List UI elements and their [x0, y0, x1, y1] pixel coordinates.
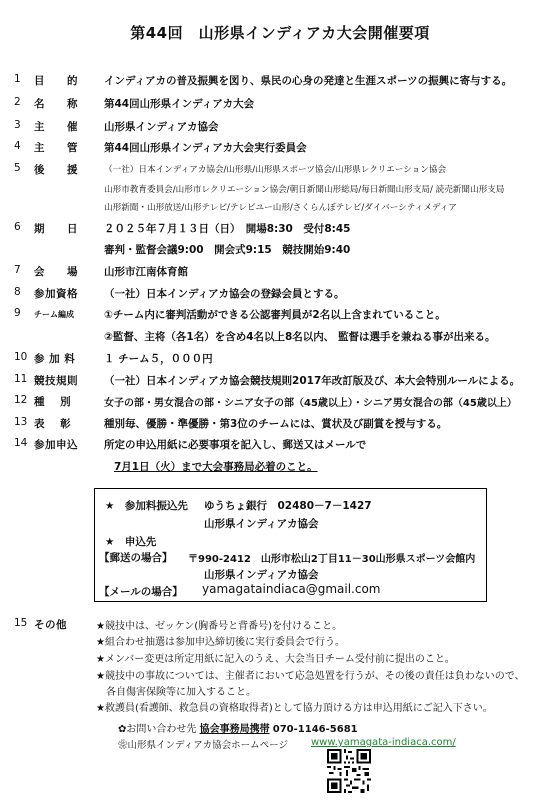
section-text: 山形新聞・山形放送/山形テレビ/テレビユー山形/さくらんぼテレビ/ダイバーシティメディア — [104, 203, 457, 213]
section-label: 表 彰 — [34, 418, 72, 430]
section-text: 所定の申込用紙に必要事項を記入し、郵送又はメールで — [104, 439, 367, 451]
section-number: 3 — [14, 119, 21, 131]
section-label: 目 的 — [34, 75, 78, 87]
section-text: （一社）日本インディアカ協会/山形県/山形県スポーツ協会/山形県レクリエーション協会 — [104, 165, 447, 175]
apply-label: ★ 申込先 — [105, 536, 157, 548]
contact-prefix: ✿お問い合わせ先 — [118, 724, 197, 735]
section-label: 参加資格 — [34, 288, 78, 300]
section-text: 女子の部・男女混合の部・シニア女子の部（45歳以上）・シニア男女混合の部（45歳以上） — [104, 398, 517, 409]
note-item: ★組合わせ抽選は参加申込締切後に実行委員会で行う。 — [96, 637, 345, 648]
section-number: 4 — [14, 140, 21, 152]
post-recipient: 山形県インディアカ協会 — [204, 569, 319, 581]
note-item: ★競技中は、ゼッケン(胸番号と背番号)を付けること。 — [96, 621, 343, 632]
phone-number[interactable]: 070-1146-5681 — [272, 724, 358, 735]
bank-account: ゆうちょ銀行 02480－7－1427 — [204, 500, 372, 512]
section-label: 種 別 — [34, 396, 72, 408]
section-text: ②監督、主将（各1名）を含め4名以上8名以内、 監督は選手を兼ねる事が出来る。 — [104, 331, 496, 343]
section-text: （一社）日本インディアカ協会競技規則2017年改訂版及び、本大会特別ルールによる。 — [104, 375, 521, 387]
section-number: 6 — [14, 221, 21, 233]
qr-code-icon[interactable] — [327, 749, 371, 793]
section-text: 山形市教育委員会/山形市レクリエーション協会/朝日新聞山形総局/毎日新聞山形支局/ 読売新聞山形支局 — [104, 185, 505, 195]
section-text: ①チーム内に審判活動ができる公認審判員が2名以上含まれていること。 — [104, 309, 446, 321]
section-number: 1 — [14, 73, 21, 85]
bank-account-name: 山形県インディアカ協会 — [204, 518, 319, 530]
section-text: １ チーム５，０００円 — [104, 353, 213, 365]
section-label: 名 称 — [34, 98, 78, 110]
section-text: 第44回山形県インディアカ大会実行委員会 — [104, 142, 307, 154]
homepage-link[interactable]: www.yamagata-indiaca.com/ — [311, 737, 456, 748]
section-number: 11 — [14, 373, 28, 385]
homepage-row — [118, 737, 288, 751]
section-number: 2 — [14, 96, 21, 108]
section-number: 15 — [14, 617, 28, 629]
section-text: 山形県インディアカ協会 — [104, 121, 219, 133]
fee-label: ★ 参加料振込先 — [105, 500, 188, 512]
note-item: ★メンバー変更は所定用紙に記入のうえ、大会当日チーム受付前に提出のこと。 — [96, 654, 455, 665]
mail-address[interactable]: yamagataindiaca@gmail.com — [202, 582, 381, 596]
note-item: ★競技中の事故については、主催者において応急処置を行うが、その後の責任は負わないので、 — [96, 671, 525, 682]
section-text: 審判・監督会議9:00 開会式9:15 競技開始9:40 — [104, 244, 351, 256]
section-text: ２０２５年７月１３日（日） 開場8:30 受付8:45 — [104, 223, 351, 235]
section-text: （一社）日本インディアカ協会の登録会員とする。 — [104, 288, 345, 300]
section-number: 8 — [14, 286, 21, 298]
note-item: 各自傷害保険等に加入すること。 — [96, 687, 256, 698]
section-label: 参加申込 — [34, 439, 78, 451]
section-label: 競技規則 — [34, 375, 78, 387]
contact-phone-row — [118, 720, 358, 735]
section-text: 種別毎、優勝・準優勝・第3位のチームには、賞状及び副賞を授与する。 — [104, 418, 448, 430]
section-number: 5 — [14, 162, 21, 174]
section-number: 7 — [14, 264, 21, 276]
section-number: 10 — [14, 351, 28, 363]
section-text: 第44回山形県インディアカ大会 — [104, 98, 255, 110]
section-label: その他 — [34, 619, 67, 631]
section-number: 13 — [14, 416, 28, 428]
section-label: 参 加 料 — [34, 353, 76, 365]
section-label: 後 援 — [34, 164, 78, 176]
section-label: 主 管 — [34, 142, 78, 154]
page-title: 第44回 山形県インディアカ大会開催要項 — [130, 24, 430, 42]
post-address: 〒990-2412 山形市松山2丁目11－30山形県スポーツ会館内 — [188, 554, 476, 565]
section-label: 期 日 — [34, 223, 78, 235]
section-number: 9 — [14, 307, 21, 319]
homepage-label: ❀山形県インディアカ協会ホームページ — [118, 740, 288, 751]
note-item: ★救護員(看護師、救急員の資格取得者)として協力頂ける方は申込用紙にご記入下さい。 — [96, 703, 493, 714]
deadline-text: 7月1日（火）まで大会事務局必着のこと。 — [114, 461, 318, 473]
section-label: 主 催 — [34, 121, 78, 133]
section-label: 会 場 — [34, 266, 78, 278]
section-number: 12 — [14, 394, 28, 406]
payment-info-box — [94, 488, 487, 602]
mail-label: 【メールの場合】 — [99, 586, 183, 598]
section-text: インディアカの普及振興を図り、県民の心身の発達と生涯スポーツの振興に寄与する。 — [104, 75, 513, 87]
section-label: チーム編成 — [34, 310, 74, 319]
section-text: 山形市江南体育館 — [104, 266, 188, 278]
section-number: 14 — [14, 437, 28, 449]
phone-label: 協会事務局携帯 — [199, 724, 270, 735]
post-label: 【郵送の場合】 — [99, 552, 173, 564]
